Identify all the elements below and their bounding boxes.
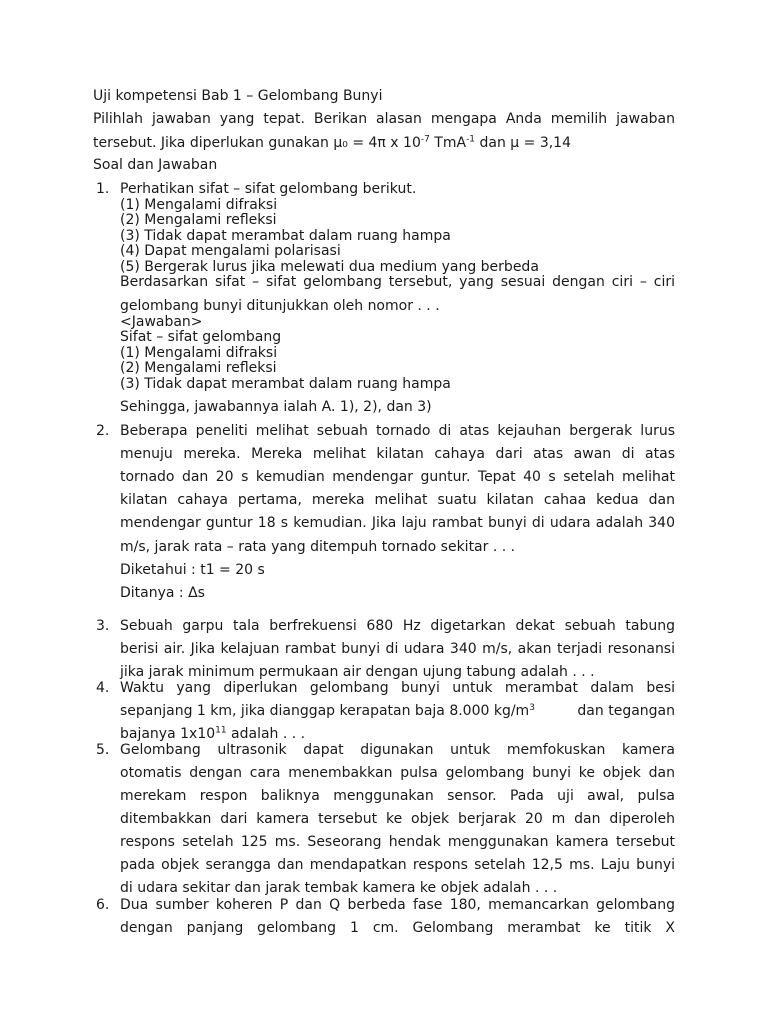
question-number: 4.: [96, 680, 110, 696]
question-text: sepanjang 1 km, jika dianggap kerapatan baja 8.000 kg/m 3 dan tegangan: [120, 703, 675, 719]
question-text: kilatan cahaya pertama, mereka melihat suatu kilatan cahaa kedua dan: [120, 492, 675, 508]
document-title: Uji kompetensi Bab 1 – Gelombang Bunyi: [93, 88, 383, 104]
instruction-line-2: tersebut. Jika diperlukan gunakan μ₀ = 4π x $10^{-7}$ TmA$^{-1}$ dan μ = 3,14: [93, 134, 571, 151]
answer-heading: Sifat – sifat gelombang: [120, 329, 282, 345]
question-text: Sebuah garpu tala berfrekuensi 680 Hz digetarkan dekat sebuah tabung: [120, 618, 675, 634]
list-item: (4) Dapat mengalami polarisasi: [120, 243, 341, 259]
question-number: 5.: [96, 742, 110, 758]
answer-conclusion: Sehingga, jawabannya ialah A. 1), 2), dan 3): [120, 399, 432, 415]
question-text: m/s, jarak rata – rata yang ditempuh tornado sekitar . . .: [120, 539, 516, 555]
question-text: ditembakkan dari kamera tersebut ke objek berjarak 20 m dan diperoleh: [120, 811, 675, 827]
section-heading: Soal dan Jawaban: [93, 157, 218, 173]
question-text: gelombang bunyi ditunjukkan oleh nomor . . .: [120, 298, 440, 314]
question-text: otomatis dengan cara menembakkan pulsa gelombang bunyi ke objek dan: [120, 765, 675, 781]
instruction-line-1: Pilihlah jawaban yang tepat. Berikan alasan mengapa Anda memilih jawaban: [93, 111, 675, 127]
list-item: (3) Tidak dapat merambat dalam ruang hampa: [120, 228, 451, 244]
asked-value: Ditanya : Δs: [120, 585, 205, 601]
question-text: Berdasarkan sifat – sifat gelombang tersebut, yang sesuai dengan ciri – ciri: [120, 274, 675, 290]
question-text: respons setelah 125 ms. Seseorang hendak menggunakan kamera tersebut: [120, 834, 675, 850]
question-number: 3.: [96, 618, 110, 634]
list-item: (1) Mengalami difraksi: [120, 345, 278, 361]
question-text: tornado dan 20 s kemudian mendengar guntur. Tepat 40 s setelah melihat: [120, 469, 675, 485]
question-text: Dua sumber koheren P dan Q berbeda fase 180, memancarkan gelombang: [120, 897, 675, 913]
question-text: Perhatikan sifat – sifat gelombang berikut.: [120, 181, 417, 197]
list-item: (1) Mengalami difraksi: [120, 197, 278, 213]
question-text: dengan panjang gelombang 1 cm. Gelombang merambat ke titik X: [120, 920, 675, 936]
question-number: 6.: [96, 897, 110, 913]
list-item: (2) Mengalami refleksi: [120, 212, 277, 228]
question-text: merekam respon baliknya menggunakan sensor. Pada uji awal, pulsa: [120, 788, 675, 804]
question-text: Beberapa peneliti melihat sebuah tornado di atas kejauhan bergerak lurus: [120, 423, 675, 439]
question-text: Gelombang ultrasonik dapat digunakan untuk memfokuskan kamera: [120, 742, 675, 758]
question-text: bajanya $1x10^{11}$ adalah . . .: [120, 725, 306, 742]
question-text: berisi air. Jika kelajuan rambat bunyi di udara 340 m/s, akan terjadi resonansi: [120, 641, 675, 657]
question-text: jika jarak minimum permukaan air dengan ujung tabung adalah . . .: [120, 664, 595, 680]
known-values: Diketahui : t1 = 20 s: [120, 562, 265, 578]
question-text: menuju mereka. Mereka melihat kilatan cahaya dari atas awan di atas: [120, 446, 675, 462]
answer-tag: <Jawaban>: [120, 314, 203, 330]
question-number: 2.: [96, 423, 110, 439]
list-item: (2) Mengalami refleksi: [120, 360, 277, 376]
list-item: (3) Tidak dapat merambat dalam ruang hampa: [120, 376, 451, 392]
question-text: mendengar guntur 18 s kemudian. Jika laju rambat bunyi di udara adalah 340: [120, 515, 675, 531]
question-text: Waktu yang diperlukan gelombang bunyi untuk merambat dalam besi: [120, 680, 675, 696]
question-number: 1.: [96, 181, 110, 197]
question-text: di udara sekitar dan jarak tembak kamera ke objek adalah . . .: [120, 880, 558, 896]
list-item: (5) Bergerak lurus jika melewati dua medium yang berbeda: [120, 259, 539, 275]
question-text: pada objek serangga dan mendapatkan respons setelah 12,5 ms. Laju bunyi: [120, 857, 675, 873]
